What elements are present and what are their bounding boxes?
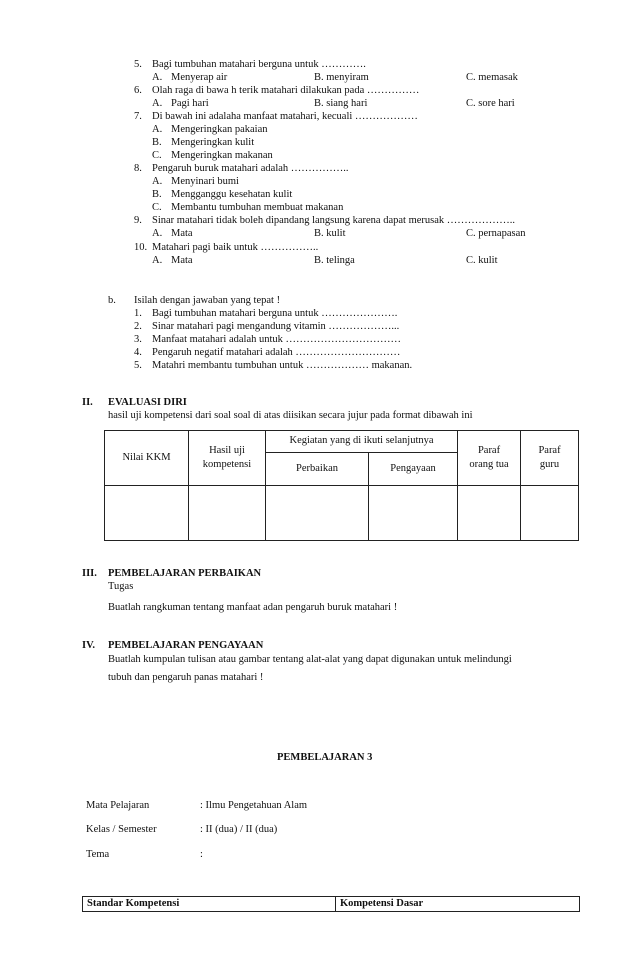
paraf-guru-header (521, 431, 579, 486)
item-number: 3. (134, 334, 142, 345)
option-text: B. siang hari (314, 98, 368, 109)
mapel-label: Mata Pelajaran (86, 800, 150, 811)
hasil-uji-line2: kompetensi (202, 459, 252, 470)
pengayaan-header: Pengayaan (369, 453, 458, 486)
option-text: B. telinga (314, 255, 355, 266)
paraf-ortu-line1: Paraf (477, 444, 501, 456)
evaluation-table (104, 430, 579, 541)
question-text: Olah raga di bawa h terik matahari dilakukan pada …………… (152, 85, 420, 96)
paraf-guru-line2: guru (539, 459, 560, 470)
question-number: 10. (134, 242, 148, 253)
fill-item: Pengaruh negatif matahari adalah ………………………… (152, 347, 401, 358)
option-letter: C. (152, 202, 162, 213)
option-text: C. pernapasan (466, 228, 526, 239)
option-letter: A. (152, 124, 163, 135)
option-text: Mata (171, 228, 193, 239)
standar-kompetensi-header: Standar Kompetensi (83, 897, 336, 912)
mapel-value: : Ilmu Pengetahuan Alam (200, 800, 308, 811)
section-iv-title: PEMBELAJARAN PENGAYAAN (108, 640, 264, 651)
option-text: Menyinari bumi (171, 176, 239, 187)
section-iii-title: PEMBELAJARAN PERBAIKAN (108, 568, 262, 579)
question-text: Sinar matahari tidak boleh dipandang langsung karena dapat merusak ……………….. (152, 215, 516, 226)
option-text: C. memasak (466, 72, 518, 83)
option-text: Mengeringkan makanan (171, 150, 273, 161)
section-iii-text: Buatlah rangkuman tentang manfaat adan pengaruh buruk matahari ! (108, 602, 398, 613)
item-number: 2. (134, 321, 142, 332)
section-ii-number: II. (82, 397, 93, 408)
section-iv-line1: Buatlah kumpulan tulisan atau gambar tentang alat-alat yang dapat digunakan untuk melindungi (108, 654, 512, 665)
kelas-value: : II (dua) / II (dua) (200, 824, 278, 835)
question-text: Bagi tumbuhan matahari berguna untuk …………. (152, 59, 366, 70)
option-letter: A. (152, 176, 163, 187)
option-text: C. kulit (466, 255, 498, 266)
paraf-orang-tua-header (458, 431, 521, 486)
section-iii-number: III. (82, 568, 97, 579)
fill-item: Matahri membantu tumbuhan untuk ……………… makanan. (152, 360, 413, 371)
question-text: Pengaruh buruk matahari adalah …………….. (152, 163, 349, 174)
empty-cell (369, 486, 458, 541)
fill-item: Manfaat matahari adalah untuk …………………………… (152, 334, 402, 345)
option-text: Menyerap air (171, 72, 228, 83)
empty-cell (521, 486, 579, 541)
section-iv-line2: tubuh dan pengaruh panas matahari ! (108, 672, 264, 683)
option-text: B. kulit (314, 228, 346, 239)
empty-cell (105, 486, 189, 541)
option-letter: A. (152, 98, 163, 109)
section-iv-number: IV. (82, 640, 95, 651)
tema-label: Tema (86, 849, 110, 860)
item-number: 4. (134, 347, 142, 358)
option-text: Mata (171, 255, 193, 266)
nilai-kkm-header: Nilai KKM (105, 431, 189, 486)
option-text: Membantu tumbuhan membuat makanan (171, 202, 344, 213)
empty-cell (189, 486, 266, 541)
paraf-ortu-line2: orang tua (469, 459, 509, 470)
option-letter: A. (152, 255, 163, 266)
tugas-label: Tugas (108, 581, 134, 592)
question-text: Di bawah ini adalaha manfaat matahari, kecuali ……………… (152, 111, 418, 122)
question-number: 6. (134, 85, 142, 96)
hasil-uji-line1: Hasil uji (209, 444, 245, 456)
option-text: Pagi hari (171, 98, 209, 109)
section-b-title: Isilah dengan jawaban yang tepat ! (134, 295, 281, 306)
hasil-uji-header (189, 431, 266, 486)
pembelajaran-3-heading: PEMBELAJARAN 3 (277, 752, 373, 763)
option-text: Mengeringkan kulit (171, 137, 255, 148)
empty-cell (266, 486, 369, 541)
question-number: 7. (134, 111, 142, 122)
section-ii-subtitle: hasil uji kompetensi dari soal soal di atas diisikan secara jujur pada format dibawah ini (108, 410, 473, 421)
option-text: B. menyiram (314, 72, 369, 83)
kegiatan-header: Kegiatan yang di ikuti selanjutnya (266, 431, 458, 453)
question-number: 8. (134, 163, 142, 174)
item-number: 5. (134, 360, 142, 371)
paraf-guru-line1: Paraf (538, 444, 561, 456)
kelas-label: Kelas / Semester (86, 824, 157, 835)
question-text: Matahari pagi baik untuk …………….. (152, 242, 319, 253)
option-letter: C. (152, 150, 162, 161)
section-ii-title: EVALUASI DIRI (108, 397, 187, 408)
option-letter: A. (152, 72, 163, 83)
kompetensi-dasar-header: Kompetensi Dasar (336, 897, 580, 912)
option-text: C. sore hari (466, 98, 515, 109)
option-letter: A. (152, 228, 163, 239)
tema-value: : (200, 849, 203, 860)
fill-item: Sinar matahari pagi mengandung vitamin ………………... (152, 321, 400, 332)
option-letter: B. (152, 189, 162, 200)
option-letter: B. (152, 137, 162, 148)
option-text: Mengganggu kesehatan kulit (171, 189, 293, 200)
fill-item: Bagi tumbuhan matahari berguna untuk …………………. (152, 308, 398, 319)
perbaikan-header: Perbaikan (266, 453, 369, 486)
empty-cell (458, 486, 521, 541)
item-number: 1. (134, 308, 142, 319)
question-number: 9. (134, 215, 142, 226)
option-text: Mengeringkan pakaian (171, 124, 268, 135)
section-b-label: b. (108, 295, 116, 306)
question-number: 5. (134, 59, 142, 70)
kompetensi-table (82, 896, 580, 912)
